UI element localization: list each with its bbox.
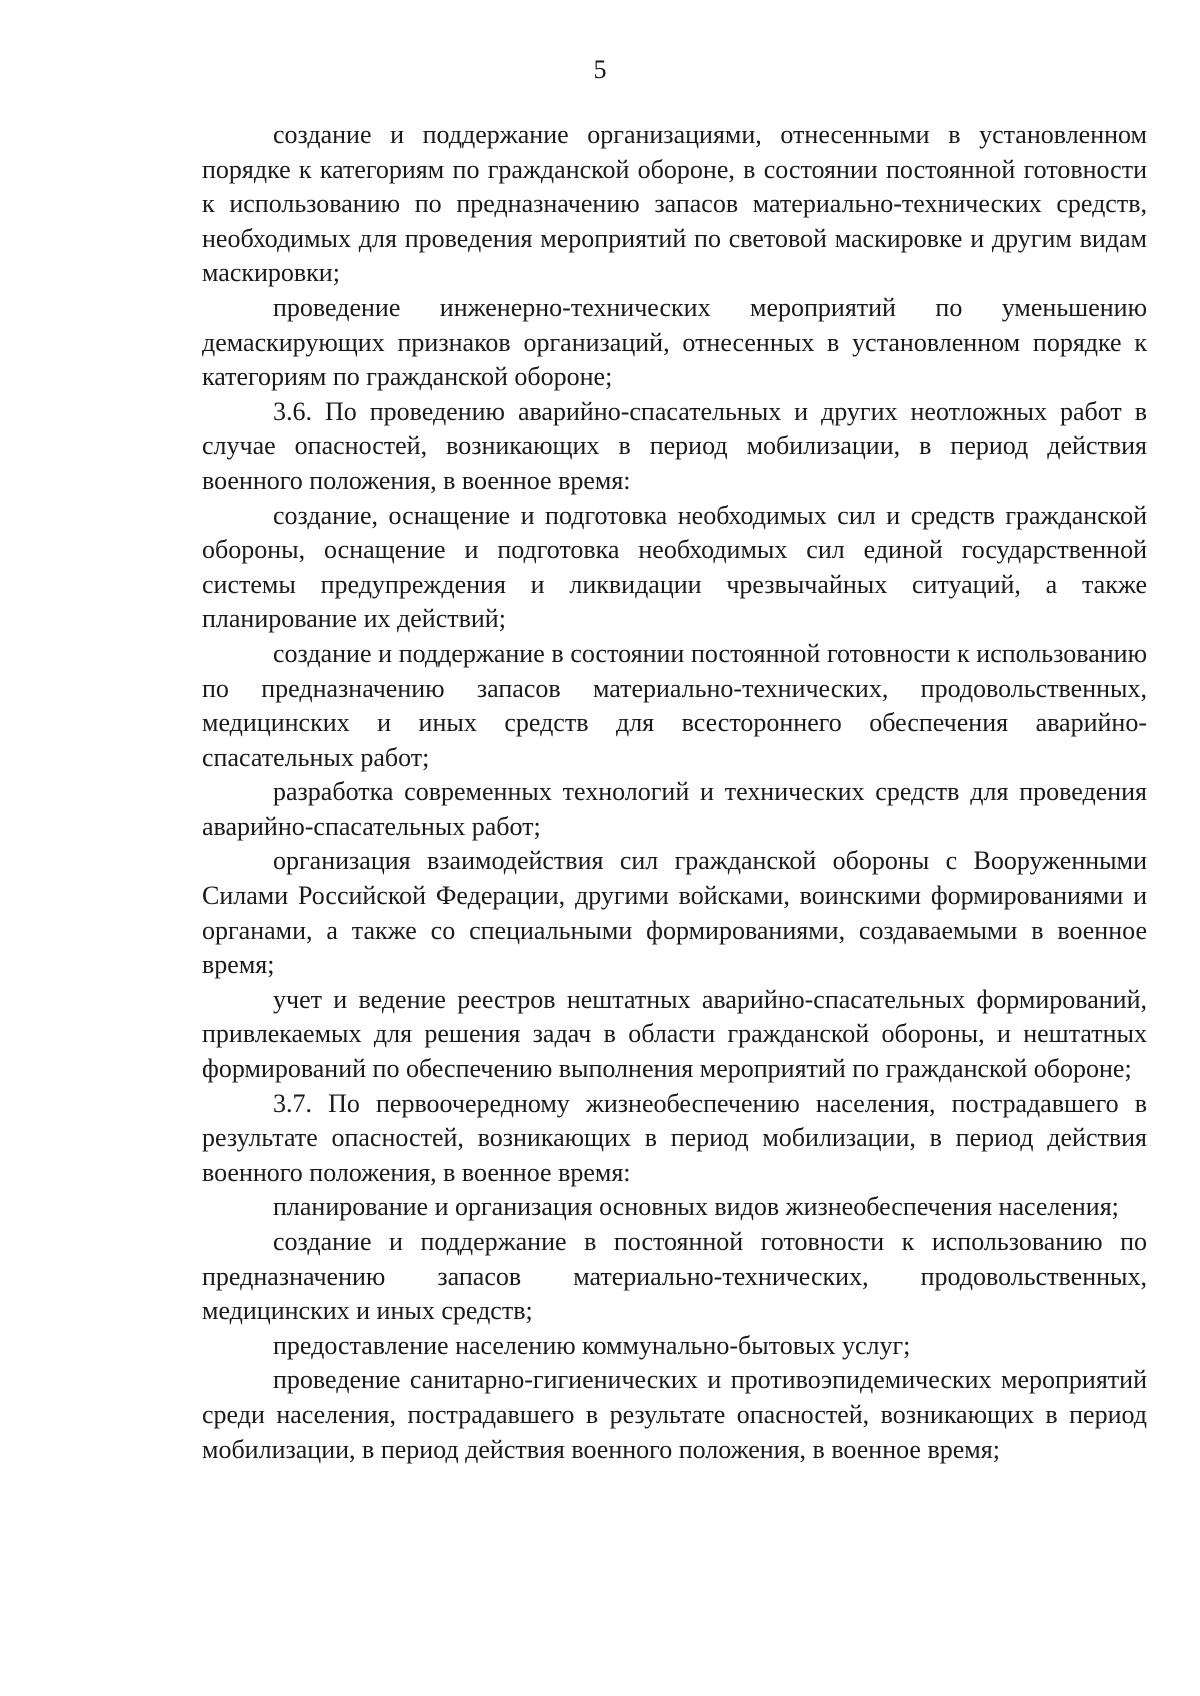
paragraph-engineering-measures: проведение инженерно-технических мероприятий по уменьшению демаскирующих признаков организаций, отнесенных в установленном порядке к категориям по гражданской обороне;: [202, 292, 1147, 392]
section-3-6-heading: 3.6. По проведению аварийно-спасательных и других неотложных работ в случае опасностей, возникающих в период мобилизации, в период действия военного положения, в военное время:: [202, 396, 1147, 495]
paragraph-camouflage-reserves: создание и поддержание организациями, отнесенными в установленном порядке к категориям по гражданской обороне, в состоянии постоянной готовности к использованию по предназначению запасов материально-технических средств, необходимых для проведения мероприятий по световой маскировке и другим видам маскировки;: [202, 120, 1147, 288]
page-number: 5: [593, 55, 607, 84]
paragraph-communal-services: предоставление населению коммунально-бытовых услуг;: [273, 1330, 911, 1360]
document-body: [202, 118, 1147, 1467]
paragraph-forces-preparation: создание, оснащение и подготовка необходимых сил и средств гражданской обороны, оснащение и подготовка необходимых сил единой государственной системы предупреждения и ликвидации чрезвычайных ситуаций, а также планирование их действий;: [202, 500, 1147, 634]
paragraph-registry-accounting: учет и ведение реестров нештатных аварийно-спасательных формирований, привлекаемых для решения задач в области гражданской обороны, и нештатных формирований по обеспечению выполнения мероприятий по гражданской обороне;: [202, 984, 1147, 1084]
paragraph-rescue-reserves: создание и поддержание в состоянии постоянной готовности к использованию по предназначению запасов материально-технических, продовольственных, медицинских и иных средств для всестороннего обеспечения аварийно-спасательных работ;: [202, 638, 1147, 772]
paragraph-forces-interaction: организация взаимодействия сил гражданской обороны с Вооруженными Силами Российской Федерации, другими войсками, воинскими формированиями и органами, а также со специальными формированиями, создаваемыми в военное время;: [202, 846, 1147, 980]
paragraph-sanitary-measures: проведение санитарно-гигиенических и противоэпидемических мероприятий среди населения, пострадавшего в результате опасностей, возникающих в период мобилизации, в период действия военного положения, в военное время;: [202, 1365, 1147, 1464]
paragraph-technology-development: разработка современных технологий и технических средств для проведения аварийно-спасательных работ;: [202, 777, 1147, 841]
paragraph-life-support-planning: планирование и организация основных видов жизнеобеспечения населения;: [273, 1192, 1119, 1222]
section-3-7-heading: 3.7. По первоочередному жизнеобеспечению населения, пострадавшего в результате опасностей, возникающих в период мобилизации, в период действия военного положения, в военное время:: [202, 1088, 1147, 1187]
paragraph-readiness-reserves: создание и поддержание в постоянной готовности к использованию по предназначению запасов материально-технических, продовольственных, медицинских и иных средств;: [202, 1227, 1147, 1326]
